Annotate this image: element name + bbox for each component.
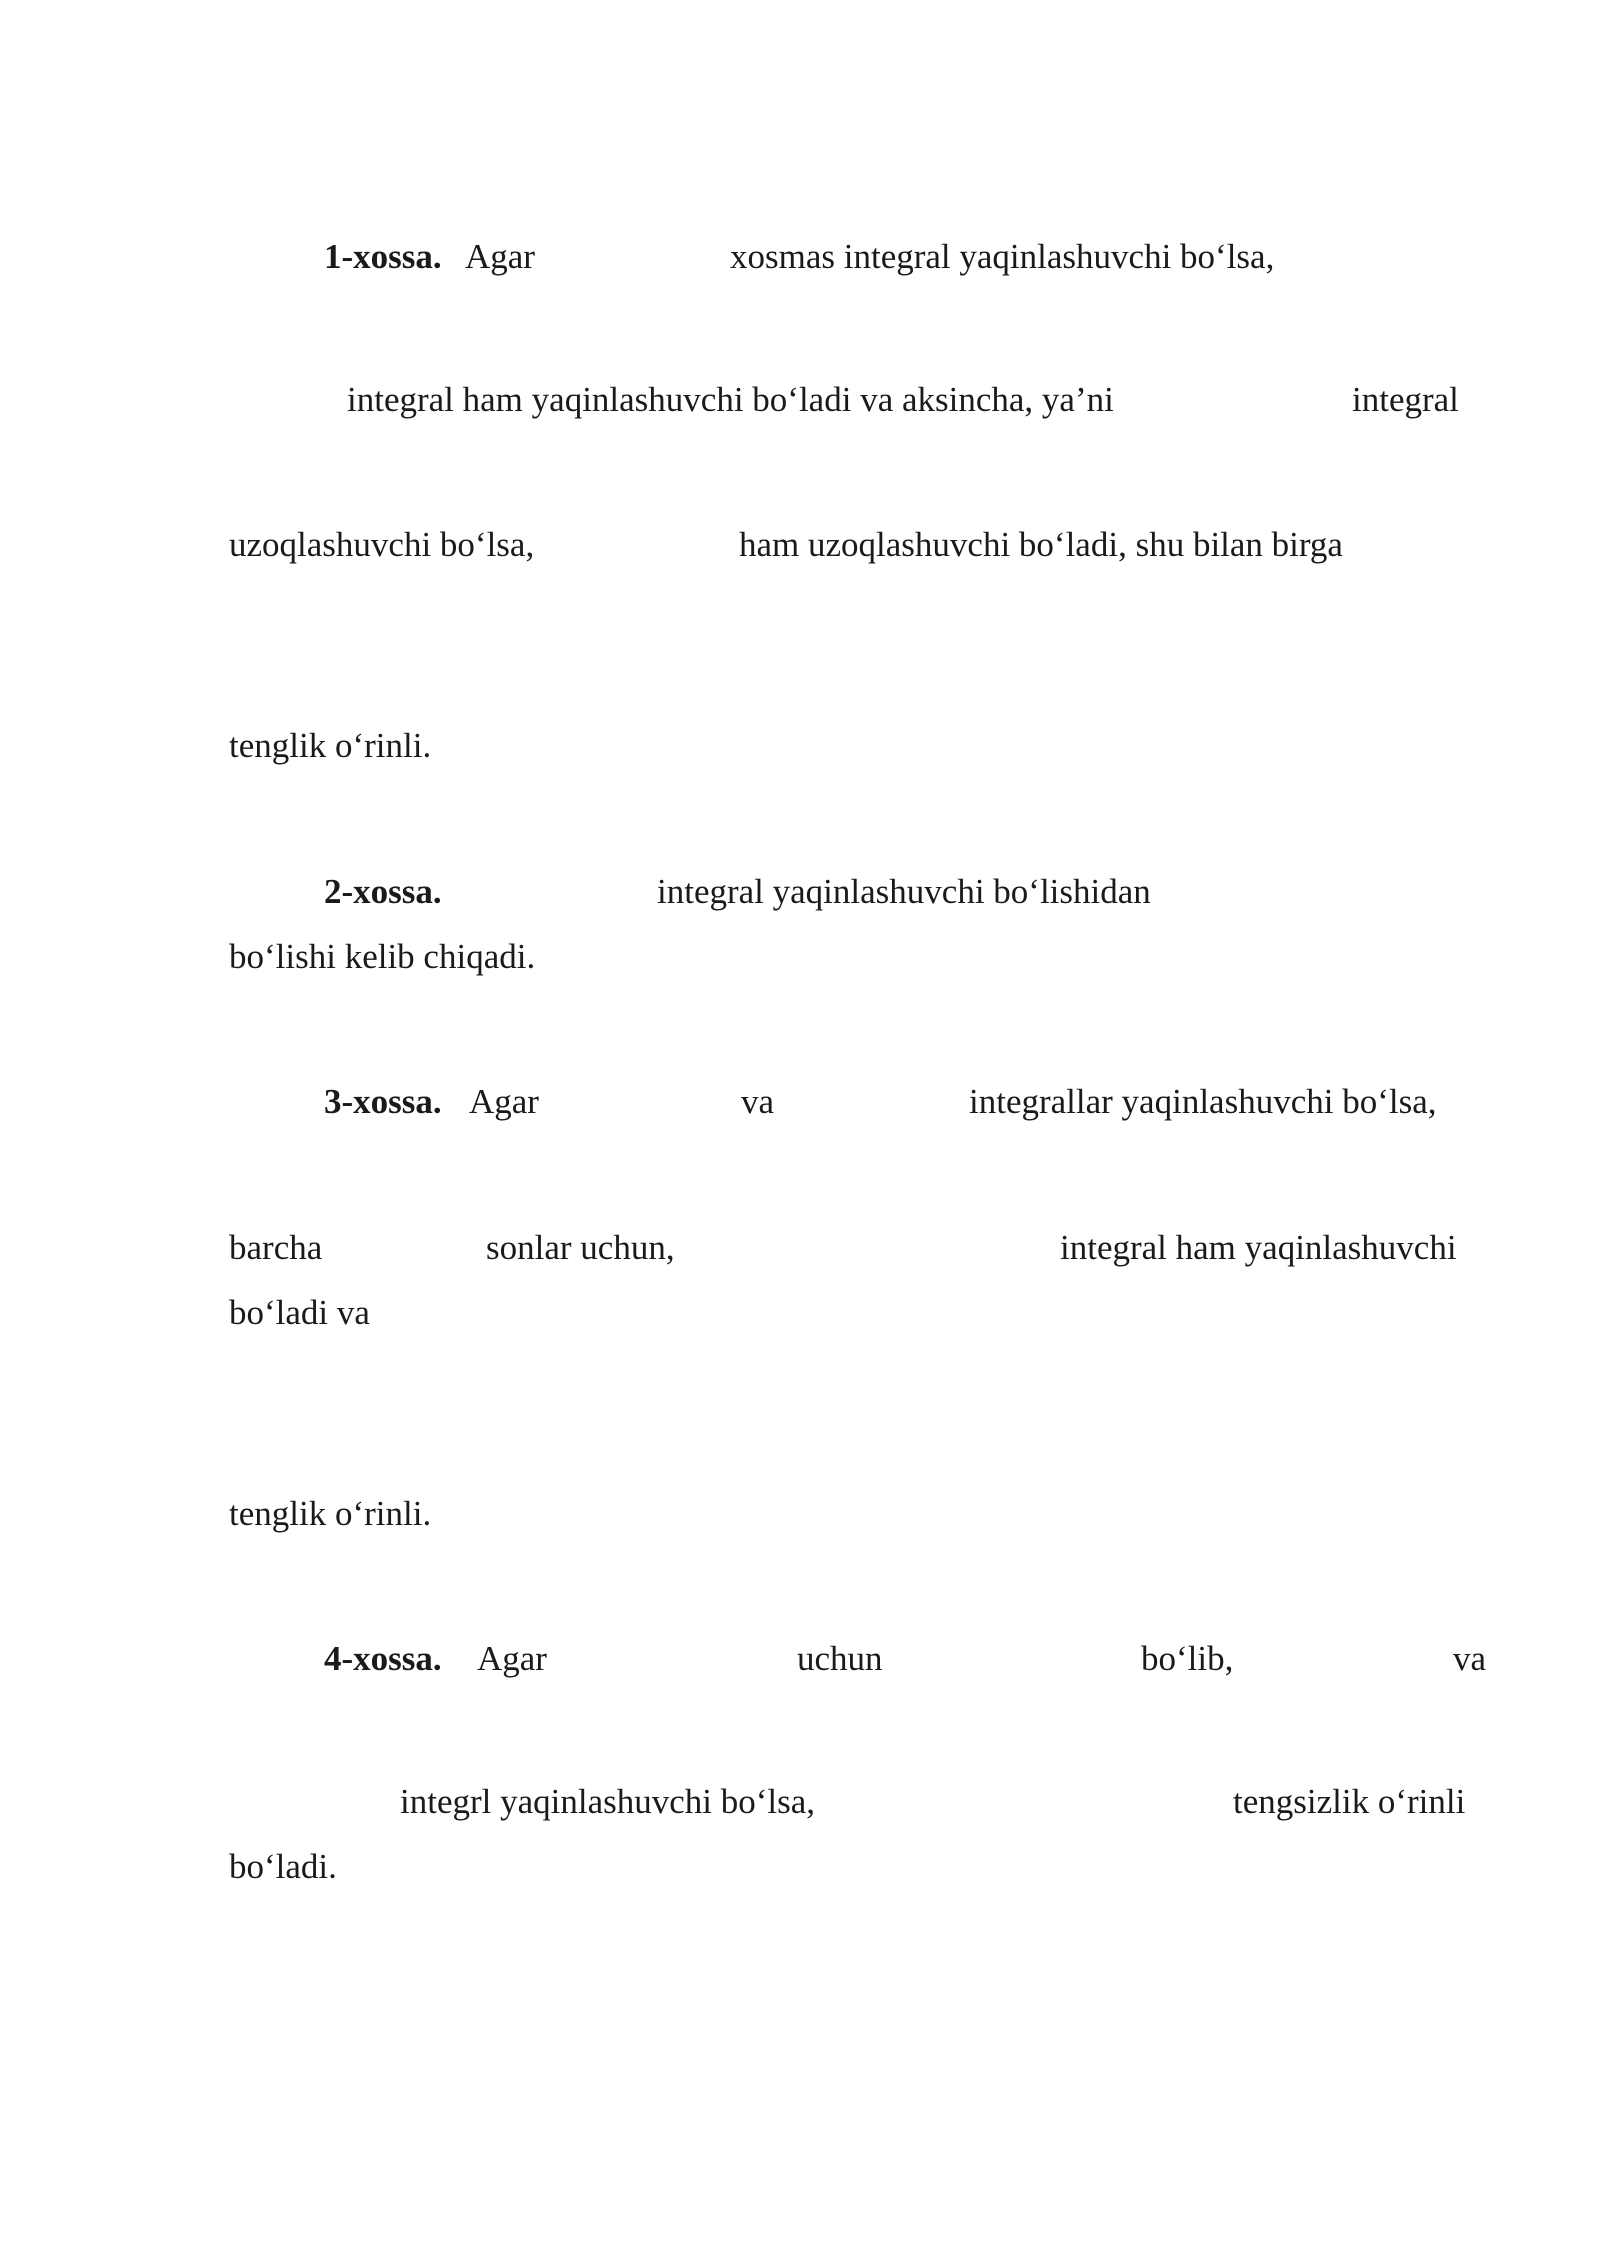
property-4-va: va	[1453, 1639, 1487, 1678]
property-4-uchun: uchun	[797, 1639, 883, 1678]
property-3-line-1: integrallar yaqinlashuvchi bo‘lsa,	[969, 1082, 1437, 1121]
property-1-line-4: tenglik o‘rinli.	[229, 726, 432, 765]
property-4-line-2b: tengsizlik o‘rinli	[1233, 1782, 1466, 1821]
property-3-label: 3-xossa.	[324, 1082, 442, 1121]
property-4-line-3: bo‘ladi.	[229, 1847, 337, 1886]
property-4-line-2a: integrl yaqinlashuvchi bo‘lsa,	[400, 1782, 816, 1821]
property-1-line-1: xosmas integral yaqinlashuvchi bo‘lsa,	[730, 237, 1275, 276]
property-3-barcha: barcha	[229, 1228, 323, 1267]
property-4-agar: Agar	[477, 1639, 547, 1678]
property-3-va: va	[741, 1082, 775, 1121]
property-3-agar: Agar	[469, 1082, 539, 1121]
property-3-integral-ham: integral ham yaqinlashuvchi	[1060, 1228, 1457, 1267]
property-1-agar: Agar	[465, 237, 535, 276]
property-4-bolib: bo‘lib,	[1141, 1639, 1234, 1678]
property-3-line-3: bo‘ladi va	[229, 1293, 370, 1332]
property-1-line-3a: uzoqlashuvchi bo‘lsa,	[229, 525, 535, 564]
property-3-sonlar: sonlar uchun,	[486, 1228, 675, 1267]
property-1-label: 1-xossa.	[324, 237, 442, 276]
property-2-line-1: integral yaqinlashuvchi bo‘lishidan	[657, 872, 1151, 911]
property-1-line-2: integral ham yaqinlashuvchi bo‘ladi va aksincha, ya’ni	[347, 380, 1114, 419]
property-1-line-3b: ham uzoqlashuvchi bo‘ladi, shu bilan birga	[739, 525, 1343, 564]
property-2-line-2: bo‘lishi kelib chiqadi.	[229, 937, 536, 976]
property-3-line-4: tenglik o‘rinli.	[229, 1494, 432, 1533]
property-2-label: 2-xossa.	[324, 872, 442, 911]
property-1-integral: integral	[1352, 380, 1459, 419]
property-4-label: 4-xossa.	[324, 1639, 442, 1678]
